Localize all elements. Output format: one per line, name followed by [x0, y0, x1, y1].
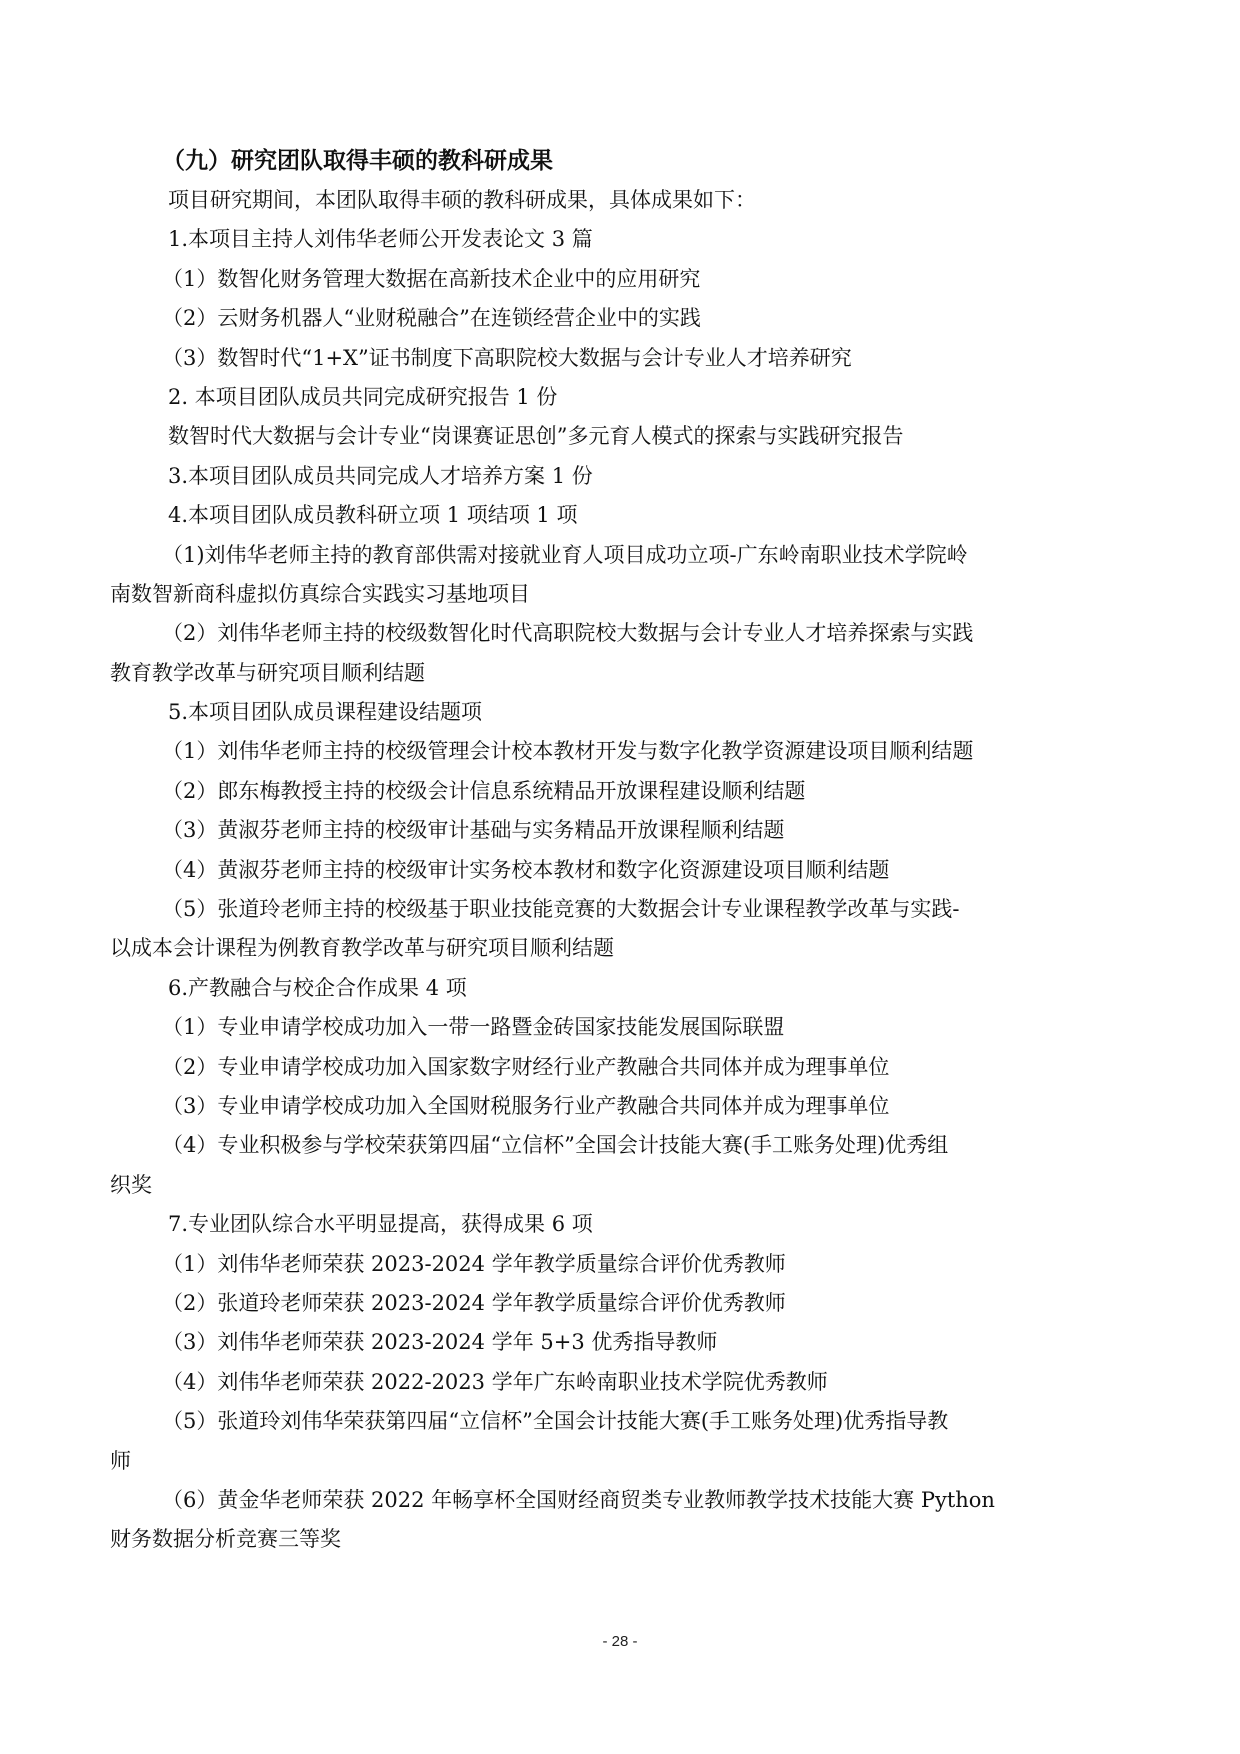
- list-item: （2）专业申请学校成功加入国家数字财经行业产教融合共同体并成为理事单位: [162, 1054, 890, 1079]
- item-5-title: 5.本项目团队成员课程建设结题项: [168, 700, 483, 725]
- page-number: - 28 -: [602, 1633, 638, 1650]
- list-item: （6）黄金华老师荣获 2022 年畅享杯全国财经商贸类专业教师教学技术技能大赛 Python: [162, 1487, 995, 1512]
- item-3-title: 3.本项目团队成员共同完成人才培养方案 1 份: [168, 463, 593, 488]
- list-item: （1）刘伟华老师荣获 2023-2024 学年教学质量综合评价优秀教师: [162, 1251, 786, 1276]
- item-6-title: 6.产教融合与校企合作成果 4 项: [168, 975, 467, 1000]
- page-content: [110, 142, 1124, 1560]
- list-item: （4）刘伟华老师荣获 2022-2023 学年广东岭南职业技术学院优秀教师: [162, 1369, 828, 1394]
- list-item: （2）云财务机器人“业财税融合”在连锁经营企业中的实践: [162, 306, 701, 331]
- intro-paragraph: 项目研究期间，本团队取得丰硕的教科研成果，具体成果如下：: [168, 188, 756, 212]
- list-item: （5）张道玲老师主持的校级基于职业技能竞赛的大数据会计专业课程教学改革与实践-: [162, 897, 960, 922]
- list-item-continuation: 教育教学改革与研究项目顺利结题: [110, 660, 425, 685]
- list-item-continuation: 财务数据分析竞赛三等奖: [110, 1527, 341, 1552]
- list-item: （2）刘伟华老师主持的校级数智化时代高职院校大数据与会计专业人才培养探索与实践: [162, 621, 974, 646]
- list-item: （5）张道玲刘伟华荣获第四届“立信杯”全国会计技能大赛(手工账务处理)优秀指导教: [162, 1409, 949, 1434]
- list-item-continuation: 织奖: [110, 1172, 152, 1197]
- list-item: （1）刘伟华老师主持的校级管理会计校本教材开发与数字化教学资源建设项目顺利结题: [162, 739, 974, 764]
- list-item: （4）黄淑芬老师主持的校级审计实务校本教材和数字化资源建设项目顺利结题: [162, 857, 890, 882]
- list-item: （3）黄淑芬老师主持的校级审计基础与实务精品开放课程顺利结题: [162, 818, 785, 843]
- list-item: （3）数智时代“1+X”证书制度下高职院校大数据与会计专业人才培养研究: [162, 345, 852, 370]
- list-item-continuation: 以成本会计课程为例教育教学改革与研究项目顺利结题: [110, 936, 614, 961]
- list-item: 数智时代大数据与会计专业“岗课赛证思创”多元育人模式的探索与实践研究报告: [168, 424, 904, 449]
- item-1-title: 1.本项目主持人刘伟华老师公开发表论文 3 篇: [168, 227, 593, 252]
- list-item: （2）郎东梅教授主持的校级会计信息系统精品开放课程建设顺利结题: [162, 778, 806, 803]
- list-item: （1）专业申请学校成功加入一带一路暨金砖国家技能发展国际联盟: [162, 1015, 785, 1040]
- list-item: （1)刘伟华老师主持的教育部供需对接就业育人项目成功立项-广东岭南职业技术学院岭: [162, 542, 968, 567]
- item-4-title: 4.本项目团队成员教科研立项 1 项结项 1 项: [168, 503, 578, 528]
- list-item: （3）刘伟华老师荣获 2023-2024 学年 5+3 优秀指导教师: [162, 1330, 718, 1355]
- item-2-title: 2. 本项目团队成员共同完成研究报告 1 份: [168, 384, 558, 409]
- section-heading: （九）研究团队取得丰硕的教科研成果: [162, 148, 553, 174]
- list-item: （2）张道玲老师荣获 2023-2024 学年教学质量综合评价优秀教师: [162, 1290, 786, 1315]
- list-item: （3）专业申请学校成功加入全国财税服务行业产教融合共同体并成为理事单位: [162, 1093, 890, 1118]
- list-item: （4）专业积极参与学校荣获第四届“立信杯”全国会计技能大赛(手工账务处理)优秀组: [162, 1133, 949, 1158]
- list-item: （1）数智化财务管理大数据在高新技术企业中的应用研究: [162, 266, 701, 291]
- list-item-continuation: 南数智新商科虚拟仿真综合实践实习基地项目: [110, 581, 530, 606]
- item-7-title: 7.专业团队综合水平明显提高，获得成果 6 项: [168, 1212, 593, 1237]
- list-item-continuation: 师: [110, 1448, 131, 1473]
